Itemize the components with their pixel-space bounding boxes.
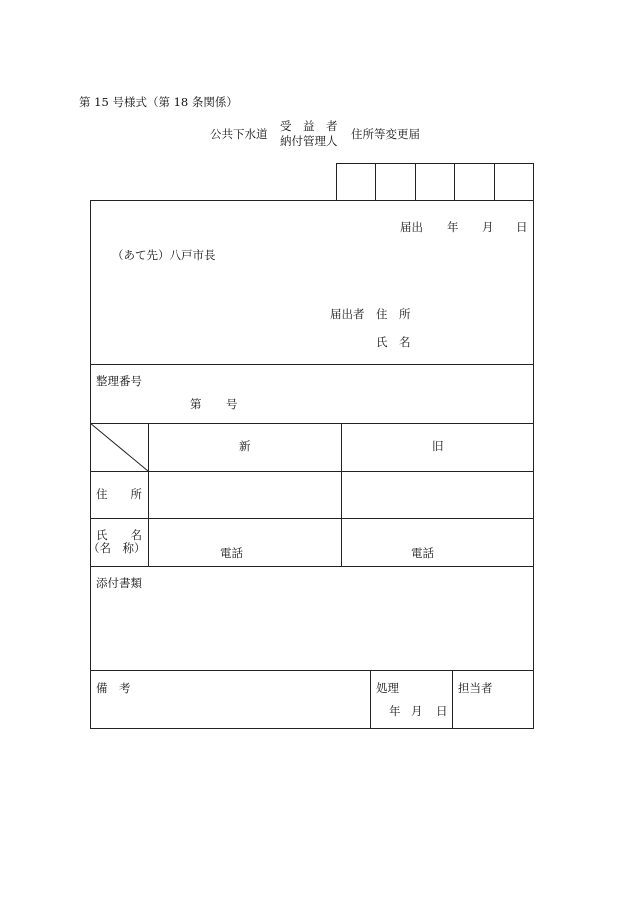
applicant-address-label: 住 所 <box>376 307 411 321</box>
applicant-name-label: 氏 名 <box>376 335 411 349</box>
remarks-label: 備 考 <box>96 681 131 695</box>
ref-go: 号 <box>226 397 238 411</box>
col-old-header: 旧 <box>432 439 444 453</box>
processing-day: 日 <box>436 704 448 718</box>
form-frame <box>90 200 534 729</box>
row-name-alt-label: （名 称） <box>88 541 146 555</box>
rule-address-bottom <box>90 518 534 519</box>
title-suffix: 住所等変更届 <box>351 127 420 141</box>
row-address-label: 住 所 <box>96 487 142 501</box>
corner-diagonal <box>90 423 149 472</box>
rule-ref-bottom <box>90 423 534 424</box>
rule-header-bottom <box>90 364 534 365</box>
processing-year: 年 <box>389 704 401 718</box>
stamp-box <box>455 164 494 200</box>
rule-name-bottom <box>90 566 534 567</box>
stamp-box-row <box>336 163 534 200</box>
ref-dai: 第 <box>190 397 202 411</box>
stamp-box <box>495 164 534 200</box>
col-new-header: 新 <box>239 439 251 453</box>
applicant-label: 届出者 <box>330 307 365 321</box>
phone-old-label: 電話 <box>411 546 434 560</box>
rule-footer-2 <box>452 670 453 729</box>
rule-attach-bottom <box>90 670 534 671</box>
title-role-top: 受 益 者 <box>280 119 338 133</box>
staff-label: 担当者 <box>458 681 493 695</box>
title-role-bottom: 納付管理人 <box>280 134 338 148</box>
attachments-label: 添付書類 <box>96 576 142 590</box>
rule-footer-1 <box>370 670 371 729</box>
phone-new-label: 電話 <box>220 546 243 560</box>
ref-number-label: 整理番号 <box>96 374 142 388</box>
row-name-label: 氏 名 <box>96 528 142 542</box>
addressee: （あて先）八戸市長 <box>112 248 216 262</box>
rule-col-mid <box>341 423 342 566</box>
stamp-box <box>337 164 376 200</box>
processing-label: 処理 <box>376 681 399 695</box>
processing-month: 月 <box>411 704 423 718</box>
title-prefix: 公共下水道 <box>210 127 268 141</box>
rule-colhead-bottom <box>90 471 534 472</box>
stamp-box <box>376 164 415 200</box>
date-year: 年 <box>447 220 459 234</box>
form-number: 第 15 号様式（第 18 条関係） <box>79 95 238 109</box>
date-day: 日 <box>516 220 528 234</box>
date-label: 届出 <box>400 220 423 234</box>
date-month: 月 <box>482 220 494 234</box>
stamp-box <box>416 164 455 200</box>
